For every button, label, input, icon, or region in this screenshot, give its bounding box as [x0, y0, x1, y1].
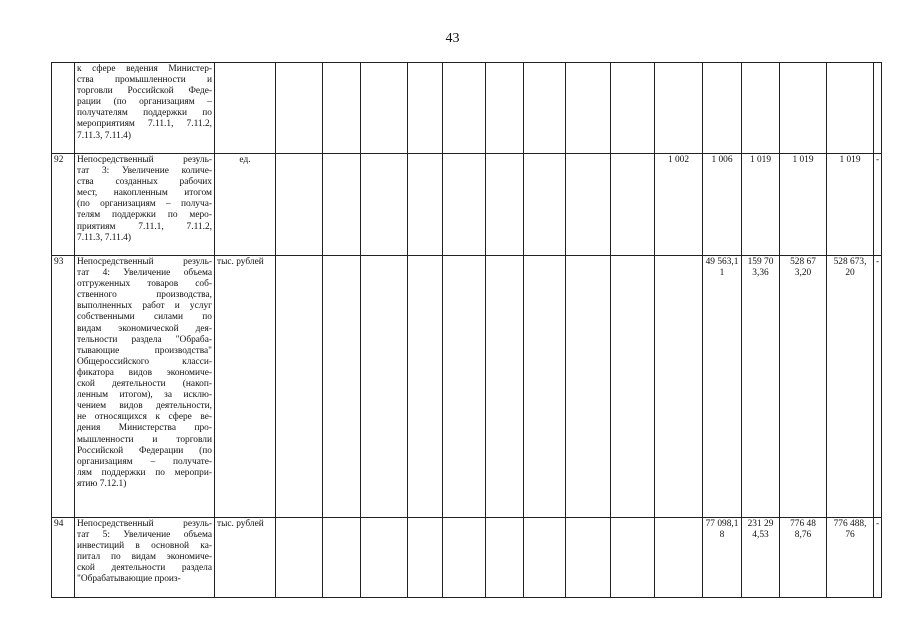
indicator-name-line: организациям – получате-: [77, 456, 212, 467]
table-row: [52, 154, 882, 256]
value-cell: [443, 518, 486, 598]
indicator-name-line: 7.11.3, 7.11.4): [77, 232, 131, 243]
value-cell: [566, 154, 611, 256]
indicator-name-line: тат 4: Увеличение объема: [77, 268, 212, 279]
indicator-name-line: чением видов деятельности,: [77, 401, 212, 412]
value-cell: 159 70 3,36: [742, 256, 780, 518]
indicator-name-line: лям поддержки по меропри-: [77, 467, 212, 478]
value-cell: [276, 154, 323, 256]
value-cell: 528 673, 20: [827, 256, 874, 518]
value-cell: 776 48 8,76: [780, 518, 827, 598]
indicator-name-line: (по организациям – получа-: [77, 199, 212, 210]
page-number: 43: [445, 31, 460, 46]
row-number-cell: 93: [52, 256, 75, 518]
indicator-name-line: отгруженных товаров соб-: [77, 279, 212, 290]
table-row: [52, 63, 882, 154]
row-number-cell: [52, 63, 75, 154]
value-cell: [276, 256, 323, 518]
indicator-name-line: Российской Федерации (по: [77, 445, 212, 456]
value-cell: [524, 154, 566, 256]
indicator-name-line: видам экономической дея-: [77, 323, 212, 334]
indicator-name-line: рации (по организациям –: [77, 97, 212, 108]
indicator-name-line: "Обрабатывающие произ-: [77, 574, 181, 585]
value-cell: 1 019: [742, 154, 780, 256]
value-cell: 49 563,1 1: [703, 256, 742, 518]
value-cell: [361, 154, 408, 256]
value-cell: [611, 63, 655, 154]
value-cell: [742, 63, 780, 154]
value-cell: [524, 518, 566, 598]
value-cell: 1 019: [827, 154, 874, 256]
value-cell: [524, 63, 566, 154]
value-cell: [361, 256, 408, 518]
indicator-name-line: Непосредственный резуль-: [77, 519, 212, 529]
value-cell: [486, 256, 524, 518]
value-cell: [443, 256, 486, 518]
indicator-name-line: ства промышленности и: [77, 75, 212, 86]
value-cell: [323, 63, 361, 154]
value-cell: [566, 518, 611, 598]
value-cell: -: [874, 256, 882, 518]
value-cell: [276, 518, 323, 598]
value-cell: 1 006: [703, 154, 742, 256]
indicator-name-line: Общероссийского класси-: [77, 356, 212, 367]
indicator-name-line: торговли Российской Феде-: [77, 86, 212, 97]
value-cell: [655, 256, 703, 518]
row-number-cell: 94: [52, 518, 75, 598]
value-cell: [780, 63, 827, 154]
unit-cell: тыс. рублей: [215, 518, 276, 598]
value-cell: -: [874, 518, 882, 598]
indicator-name-line: дения Министерства про-: [77, 423, 212, 434]
value-cell: 776 488, 76: [827, 518, 874, 598]
indicator-name-line: ства созданных рабочих: [77, 177, 212, 188]
indicator-name-line: питал по видам экономиче-: [77, 552, 212, 563]
value-cell: [276, 63, 323, 154]
indicator-name-cell: [75, 518, 215, 598]
value-cell: 77 098,1 8: [703, 518, 742, 598]
indicator-name-line: инвестиций в основной ка-: [77, 541, 212, 552]
table-row: [52, 256, 882, 518]
indicator-name-line: 7.11.3, 7.11.4): [77, 130, 131, 141]
value-cell: [323, 518, 361, 598]
value-cell: [611, 256, 655, 518]
indicator-name-line: выполненных работ и услуг: [77, 301, 212, 312]
value-cell: [655, 63, 703, 154]
value-cell: [323, 256, 361, 518]
value-cell: 1 019: [780, 154, 827, 256]
unit-cell: ед.: [215, 154, 276, 256]
value-cell: [361, 63, 408, 154]
value-cell: [703, 63, 742, 154]
value-cell: [486, 154, 524, 256]
value-cell: [408, 256, 443, 518]
value-cell: [443, 154, 486, 256]
value-cell: [408, 154, 443, 256]
indicator-name-line: фикатора видов экономиче-: [77, 367, 212, 378]
value-cell: [655, 518, 703, 598]
value-cell: [408, 63, 443, 154]
value-cell: [611, 518, 655, 598]
indicator-name-line: ской деятельности раздела: [77, 563, 212, 574]
value-cell: [486, 518, 524, 598]
row-number-cell: 92: [52, 154, 75, 256]
indicator-name-cell: [75, 256, 215, 518]
indicator-name-line: к сфере ведения Министер-: [77, 64, 212, 74]
indicators-table: [51, 62, 882, 598]
unit-cell: [215, 63, 276, 154]
indicator-name-line: ленным итогом), за исклю-: [77, 390, 212, 401]
indicator-name-cell: [75, 63, 215, 154]
value-cell: [486, 63, 524, 154]
value-cell: [443, 63, 486, 154]
indicator-name-line: тельности раздела "Обраба-: [77, 334, 212, 345]
indicator-name-cell: [75, 154, 215, 256]
indicator-name-line: Непосредственный резуль-: [77, 257, 212, 267]
value-cell: [874, 63, 882, 154]
value-cell: [566, 256, 611, 518]
value-cell: -: [874, 154, 882, 256]
value-cell: 528 67 3,20: [780, 256, 827, 518]
unit-cell: тыс. рублей: [215, 256, 276, 518]
value-cell: [566, 63, 611, 154]
value-cell: [361, 518, 408, 598]
indicator-name-line: приятиям 7.11.1, 7.11.2,: [77, 221, 212, 232]
indicator-name-line: мероприятиям 7.11.1, 7.11.2,: [77, 119, 212, 130]
value-cell: [827, 63, 874, 154]
indicator-name-line: Непосредственный резуль-: [77, 155, 212, 165]
indicator-name-line: мышленности и торговли: [77, 434, 212, 445]
value-cell: 1 002: [655, 154, 703, 256]
indicator-name-line: телям поддержки по меро-: [77, 210, 212, 221]
indicator-name-line: получателям поддержки по: [77, 108, 212, 119]
indicator-name-line: ственного производства,: [77, 290, 212, 301]
value-cell: [524, 256, 566, 518]
table-row: [52, 518, 882, 598]
indicator-name-line: собственными силами по: [77, 312, 212, 323]
value-cell: [408, 518, 443, 598]
value-cell: [611, 154, 655, 256]
indicator-name-line: тывающие производства": [77, 345, 212, 356]
indicator-name-line: ятию 7.12.1): [77, 478, 127, 489]
value-cell: [323, 154, 361, 256]
indicator-name-line: мест, накопленным итогом: [77, 188, 212, 199]
indicator-name-line: ской деятельности (накоп-: [77, 379, 212, 390]
indicator-name-line: тат 3: Увеличение количе-: [77, 166, 212, 177]
indicator-name-line: тат 5: Увеличение объема: [77, 530, 212, 541]
indicator-name-line: не относящихся к сфере ве-: [77, 412, 212, 423]
value-cell: 231 29 4,53: [742, 518, 780, 598]
